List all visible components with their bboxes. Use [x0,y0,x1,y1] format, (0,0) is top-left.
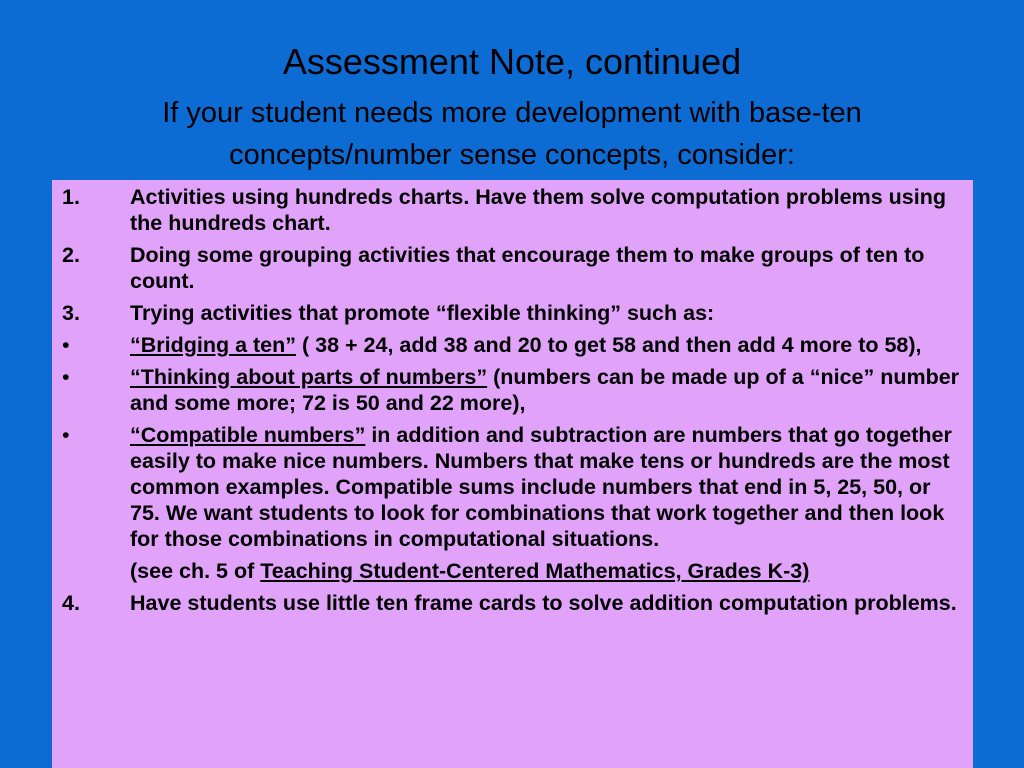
list-item-2 [62,242,963,294]
item-number: 4. [62,591,80,615]
item-text: Activities using hundreds charts. Have them solve computation problems using the hundreds chart. [130,185,946,235]
bullet-item-compatible [62,422,963,552]
item-text [130,332,963,358]
list-item-4 [62,590,963,616]
item-description: (numbers can be made up of a “nice” number and some more; 72 is 50 and 22 more), [130,365,960,415]
reference-book-title: Teaching Student-Centered Mathematics, Grades K-3) [260,559,810,583]
item-description: ( 38 + 24, add 38 and 20 to get 58 and then add 4 more to 58), [296,333,922,357]
item-number: 1. [62,185,80,209]
item-description: in addition and subtraction are numbers that go together easily to make nice numbers. Numbers that make tens or hundreds are the most common examples. Compatible sums include numbers that end in 5, 25, 50, or 75. We want students to look for combinations that work together and then look for those combinations in computational situations. [130,423,952,551]
bullet-marker: • [62,423,70,447]
item-text [130,422,963,552]
reference-prefix: (see ch. 5 of [130,559,261,583]
bullet-marker: • [62,333,70,357]
slide-title: Assessment Note, continued [282,41,742,82]
list-item-3 [62,300,963,326]
slide-subtitle: If your student needs more development with base-ten concepts/number sense concepts, consider: [162,97,862,171]
reference-note [130,558,963,584]
item-number: 2. [62,243,80,267]
bullet-item-parts [62,364,963,416]
item-text: Trying activities that promote “flexible thinking” such as: [130,301,715,325]
item-text [130,364,963,416]
item-text: Have students use little ten frame cards to solve addition computation problems. [130,591,957,615]
item-number: 3. [62,301,80,325]
term-bridging-a-ten: “Bridging a ten” [130,333,297,357]
list-item-1 [62,184,963,236]
term-compatible-numbers: “Compatible numbers” [130,423,366,447]
term-parts-of-numbers: “Thinking about parts of numbers” [130,365,488,389]
content-box [52,180,973,768]
bullet-item-bridging [62,332,963,358]
bullet-marker: • [62,365,70,389]
item-text: Doing some grouping activities that encourage them to make groups of ten to count. [130,243,925,293]
